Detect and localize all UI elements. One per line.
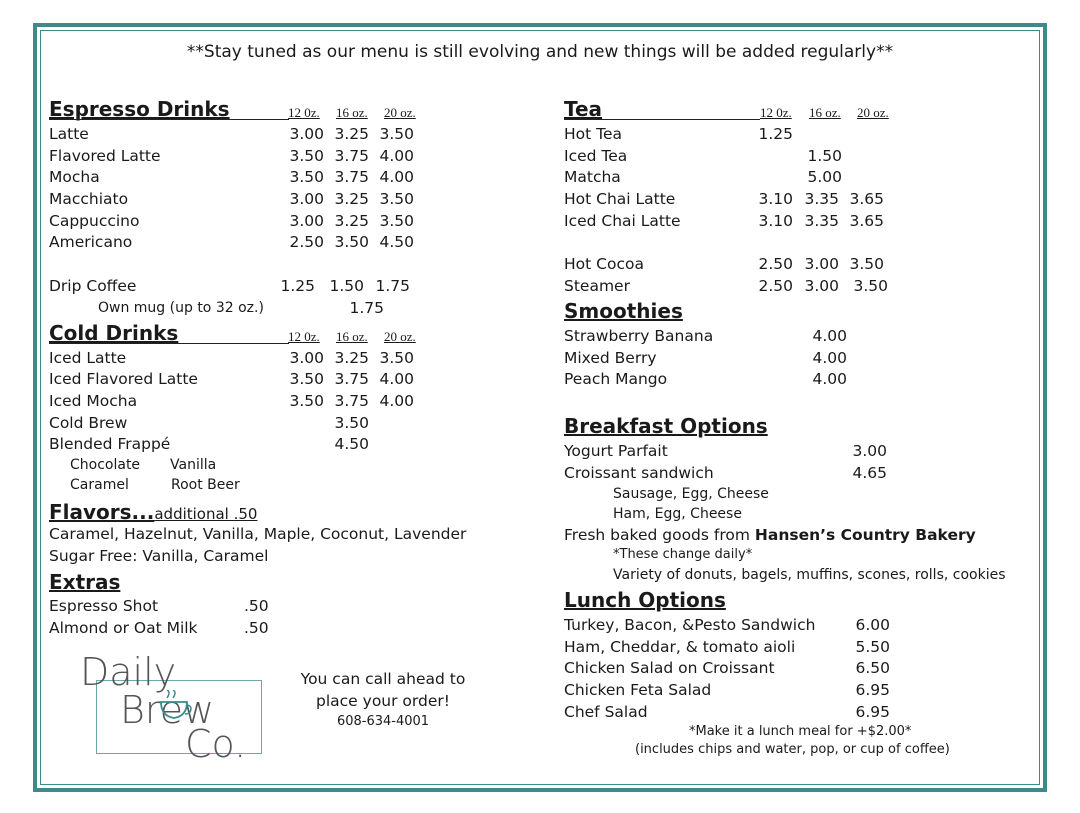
smoothie-price: 4.00 [812,327,847,345]
price-16: 3.25 [334,212,369,230]
smoothie-price: 4.00 [812,349,847,367]
extras-heading: Extras [49,570,121,594]
menu-inner-border [40,30,1040,785]
lunch-price: 6.95 [855,703,890,721]
hot-tea-name: Hot Tea [564,125,623,143]
baked-goods-line [564,526,976,544]
price-12: 3.00 [289,212,324,230]
price-20: 3.50 [379,212,414,230]
logo-word-brew: Brew [120,688,215,732]
lunch-meal-note: *Make it a lunch meal for +$2.00* [689,724,912,739]
cold-heading-rule [49,343,289,344]
cold-brew-name: Cold Brew [49,414,128,432]
logo-word-co: Co. [185,722,247,766]
menu-item-name: Croissant sandwich [564,464,714,482]
price-16: 3.35 [804,212,839,230]
price-12: 2.50 [758,255,793,273]
iced-tea-name: Iced Tea [564,147,628,165]
size-header-12: 12 0z. [288,329,320,344]
size-header-20: 20 oz. [384,105,416,120]
frappe-name: Blended Frappé [49,435,171,453]
tea-heading: Tea [564,97,603,121]
tea-heading-rule [564,119,760,120]
price-16: 3.35 [804,190,839,208]
frappe-flavor: Vanilla [170,457,217,473]
size-header-16: 16 oz. [336,329,368,344]
iced-tea-price: 1.50 [807,147,842,165]
menu-item-name: Yogurt Parfait [564,442,668,460]
baked-goods-variety: Variety of donuts, bagels, muffins, scones, rolls, cookies [613,567,1006,583]
price-12: 3.00 [289,190,324,208]
menu-item-name: Iced Chai Latte [564,212,681,230]
price-12: 3.10 [758,212,793,230]
menu-item-name: Chicken Salad on Croissant [564,659,775,677]
price-20: 3.65 [849,190,884,208]
flavors-additional: additional .50 [154,505,258,523]
espresso-heading-rule [49,119,289,120]
price-20: 3.50 [379,190,414,208]
price-12: 3.00 [289,125,324,143]
own-mug-name: Own mug (up to 32 oz.) [98,300,264,316]
menu-item-name: Latte [49,125,89,143]
menu-item-name: Strawberry Banana [564,327,714,345]
frappe-price: 4.50 [334,435,369,453]
tea-size-header-20: 20 oz. [857,105,889,120]
cold-drinks-heading: Cold Drinks [49,321,179,345]
price-20: 4.00 [379,370,414,388]
price-12: 3.50 [289,370,324,388]
baked-goods-prefix: Fresh baked goods from [564,526,755,544]
croissant-option: Ham, Egg, Cheese [613,506,742,522]
size-header-20: 20 oz. [384,329,416,344]
drip-price-16: 1.50 [329,277,364,295]
lunch-price: 5.50 [855,638,890,656]
lunch-meal-includes: (includes chips and water, pop, or cup of coffee) [635,742,950,757]
menu-item-name: Chicken Feta Salad [564,681,712,699]
own-mug-price: 1.75 [349,299,384,317]
menu-item-name: Chef Salad [564,703,648,721]
price-20: 4.00 [379,147,414,165]
smoothie-price: 4.00 [812,370,847,388]
flavors-heading-row [49,500,257,524]
menu-item-name: Almond or Oat Milk [49,619,198,637]
coffee-cup-icon [157,690,195,724]
price-20: 3.50 [379,349,414,367]
lunch-price: 6.50 [855,659,890,677]
frappe-flavor: Root Beer [171,477,240,493]
lunch-heading: Lunch Options [564,588,726,612]
tea-size-header-16: 16 oz. [809,105,841,120]
price-12: 2.50 [758,277,793,295]
frappe-flavor: Chocolate [70,457,141,473]
menu-item-name: Ham, Cheddar, & tomato aioli [564,638,796,656]
price-16: 3.25 [334,349,369,367]
price-20: 3.50 [853,277,888,295]
extra-price: .50 [244,619,269,637]
call-ahead-line2: place your order! [316,692,450,710]
breakfast-price: 3.00 [852,442,887,460]
price-16: 3.75 [334,147,369,165]
price-12: 3.50 [289,392,324,410]
price-20: 4.50 [379,233,414,251]
frappe-flavor: Caramel [70,477,129,493]
menu-item-name: Iced Latte [49,349,127,367]
espresso-heading: Espresso Drinks [49,97,230,121]
price-12: 2.50 [289,233,324,251]
menu-item-name: Turkey, Bacon, &Pesto Sandwich [564,616,816,634]
price-12: 3.00 [289,349,324,367]
price-12: 3.50 [289,168,324,186]
sugar-free-list: Sugar Free: Vanilla, Caramel [49,547,269,565]
menu-item-name: Macchiato [49,190,129,208]
menu-item-name: Mocha [49,168,100,186]
matcha-name: Matcha [564,168,621,186]
price-20: 3.50 [379,125,414,143]
menu-item-name: Espresso Shot [49,597,159,615]
breakfast-price: 4.65 [852,464,887,482]
menu-item-name: Cappuccino [49,212,140,230]
menu-item-name: Mixed Berry [564,349,657,367]
price-16: 3.00 [804,277,839,295]
price-20: 4.00 [379,168,414,186]
price-16: 3.75 [334,392,369,410]
size-header-12: 12 0z. [288,105,320,120]
menu-notice: **Stay tuned as our menu is still evolving and new things will be added regularly** [186,42,894,62]
menu-item-name: Iced Mocha [49,392,138,410]
size-header-16: 16 oz. [336,105,368,120]
lunch-price: 6.95 [855,681,890,699]
drip-coffee-name: Drip Coffee [49,277,137,295]
menu-item-name: Hot Cocoa [564,255,644,273]
croissant-option: Sausage, Egg, Cheese [613,486,769,502]
menu-item-name: Americano [49,233,133,251]
breakfast-heading: Breakfast Options [564,414,768,438]
menu-item-name: Iced Flavored Latte [49,370,198,388]
menu-item-name: Peach Mango [564,370,668,388]
price-20: 3.50 [849,255,884,273]
smoothies-heading: Smoothies [564,299,683,323]
drip-price-20: 1.75 [375,277,410,295]
call-ahead-line1: You can call ahead to [300,670,466,688]
menu-item-name: Flavored Latte [49,147,161,165]
logo-word-daily: Daily [80,650,177,694]
price-16: 3.25 [334,190,369,208]
flavors-list: Caramel, Hazelnut, Vanilla, Maple, Coconut, Lavender [49,525,467,543]
bakery-name: Hansen’s Country Bakery [754,526,976,544]
lunch-price: 6.00 [855,616,890,634]
drip-price-12: 1.25 [280,277,315,295]
hot-tea-price: 1.25 [758,125,793,143]
price-12: 3.10 [758,190,793,208]
price-20: 3.65 [849,212,884,230]
phone-number: 608-634-4001 [336,714,430,729]
price-16: 3.25 [334,125,369,143]
price-20: 4.00 [379,392,414,410]
menu-item-name: Steamer [564,277,630,295]
price-16: 3.75 [334,370,369,388]
extra-price: .50 [244,597,269,615]
price-16: 3.75 [334,168,369,186]
menu-item-name: Hot Chai Latte [564,190,676,208]
tea-size-header-12: 12 0z. [760,105,792,120]
baked-goods-note: *These change daily* [613,547,753,562]
price-16: 3.50 [334,233,369,251]
price-12: 3.50 [289,147,324,165]
cold-brew-price: 3.50 [334,414,369,432]
matcha-price: 5.00 [807,168,842,186]
price-16: 3.00 [804,255,839,273]
flavors-heading: Flavors... [49,500,155,524]
